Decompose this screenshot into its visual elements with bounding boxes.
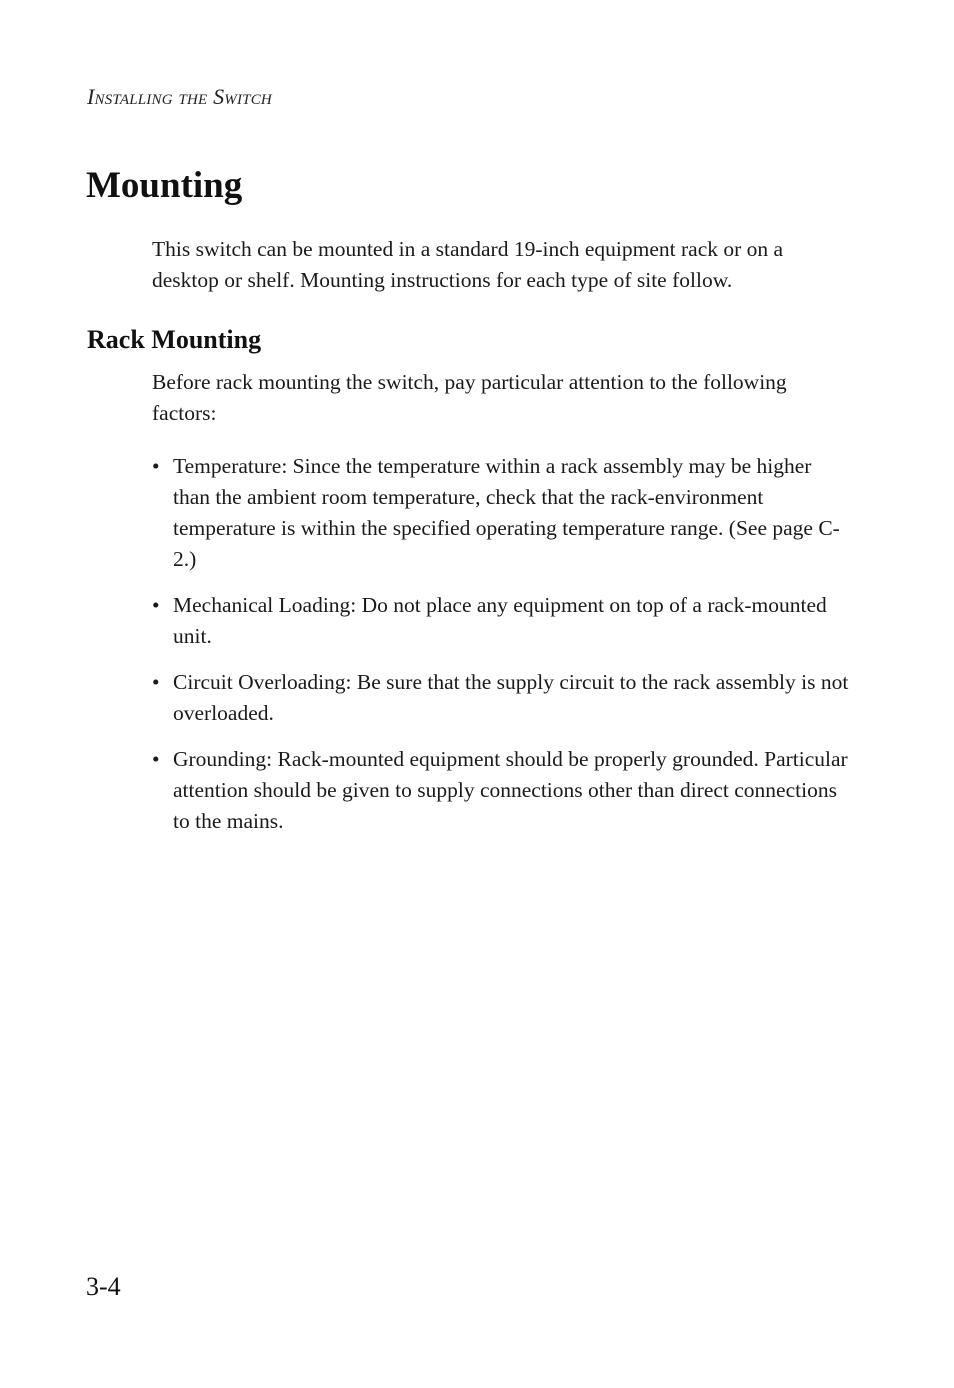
bullet-icon: • — [152, 670, 160, 694]
running-header: Installing the Switch — [87, 84, 272, 109]
factor-item-temperature — [152, 451, 852, 575]
factor-item-grounding — [152, 744, 852, 837]
section-title: Mounting — [86, 165, 243, 206]
factor-list — [152, 451, 852, 852]
bullet-icon: • — [152, 747, 160, 771]
bullet-icon: • — [152, 454, 160, 478]
factor-item-mechanical-loading — [152, 590, 852, 652]
factor-text: Temperature: Since the temperature within a rack assembly may be higher than the ambient room temperature, check that the rack-environment temperature is within the specified operating temperature range. (See page C-2.) — [173, 454, 840, 571]
factor-text: Circuit Overloading: Be sure that the supply circuit to the rack assembly is not overloaded. — [173, 670, 849, 725]
factor-text: Mechanical Loading: Do not place any equipment on top of a rack-mounted unit. — [173, 593, 827, 648]
subsection-intro-paragraph: Before rack mounting the switch, pay particular attention to the following factors: — [152, 370, 787, 425]
factor-text: Grounding: Rack-mounted equipment should be properly grounded. Particular attention should be given to supply connections other than direct connections to the mains. — [173, 747, 848, 833]
subsection-title: Rack Mounting — [87, 325, 262, 354]
bullet-icon: • — [152, 593, 160, 617]
page-number: 3-4 — [86, 1272, 121, 1301]
factor-item-circuit-overloading — [152, 667, 852, 729]
section-intro-paragraph: This switch can be mounted in a standard 19-inch equipment rack or on a desktop or shelf. Mounting instructions for each type of site follow. — [152, 237, 784, 292]
